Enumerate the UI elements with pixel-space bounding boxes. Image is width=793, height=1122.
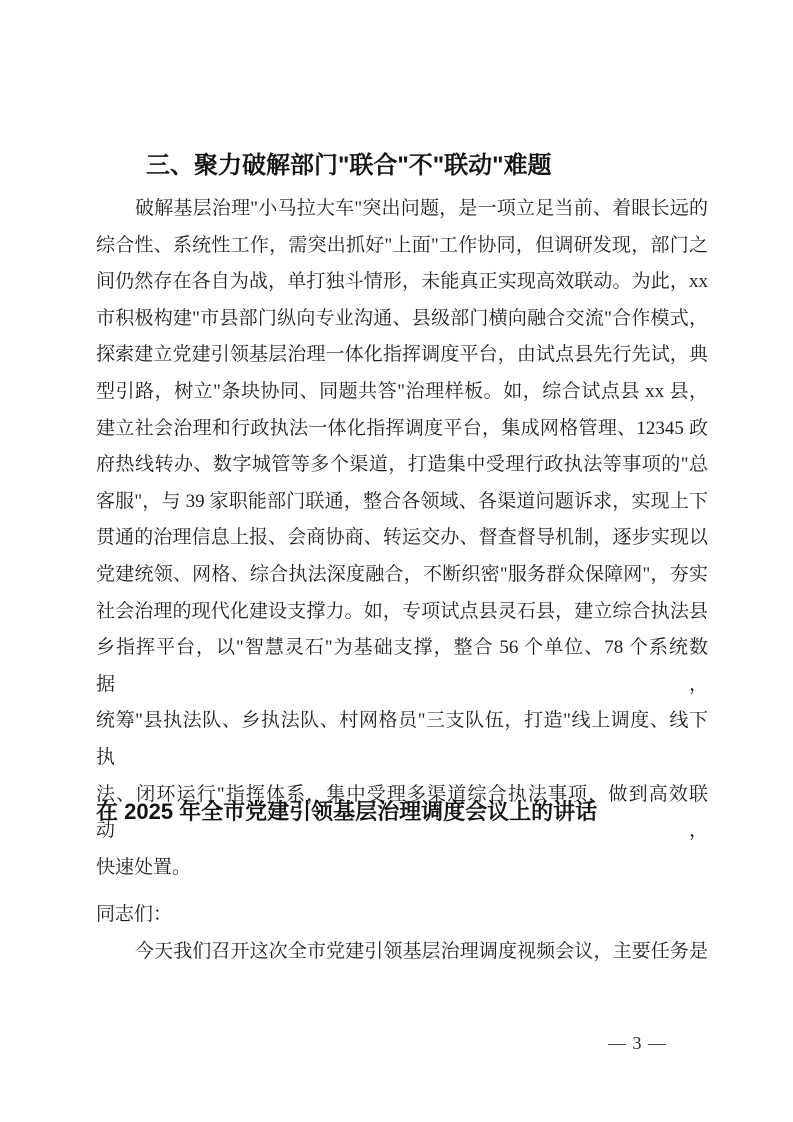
section-paragraph <box>96 191 708 886</box>
paragraph-line: 快速处置。 <box>96 856 192 878</box>
paragraph-line: 探索建立党建引领基层治理一体化指挥调度平台，由试点县先行先试，典 <box>96 344 708 366</box>
paragraph-line: 乡指挥平台，以"智慧灵石"为基础支撑，整合 56 个单位、78 个系统数据， <box>96 637 708 695</box>
page-number: — 3 — <box>608 1033 667 1053</box>
paragraph-line: 建立社会治理和行政执法一体化指挥调度平台，集成网格管理、12345 政 <box>96 417 708 439</box>
paragraph-line: 客服"，与 39 家职能部门联通，整合各领域、各渠道问题诉求，实现上下 <box>96 490 708 512</box>
paragraph-line: 市积极构建"市县部门纵向专业沟通、县级部门横向融合交流"合作模式， <box>96 307 708 329</box>
salutation: 同志们： <box>96 904 173 925</box>
speech-opening-line: 今天我们召开这次全市党建引领基层治理调度视频会议，主要任务是 <box>135 940 708 962</box>
paragraph-line: 党建统领、网格、综合执法深度融合，不断织密"服务群众保障网"，夯实 <box>96 563 708 585</box>
speech-title: 在 2025 年全市党建引领基层治理调度会议上的讲话 <box>96 799 598 824</box>
paragraph-line: 破解基层治理"小马拉大车"突出问题，是一项立足当前、着眼长远的 <box>135 198 708 219</box>
paragraph-line: 综合性、系统性工作，需突出抓好"上面"工作协同，但调研发现，部门之 <box>96 234 708 256</box>
paragraph-line: 统筹"县执法队、乡执法队、村网格员"三支队伍，打造"线上调度、线下执 <box>96 710 708 768</box>
paragraph-line: 法、闭环运行"指挥体系，集中受理多渠道综合执法事项，做到高效联动， <box>96 783 708 842</box>
paragraph-line: 型引路，树立"条块协同、同题共答"治理样板。如，综合试点县 xx 县， <box>96 380 708 402</box>
paragraph-line: 贯通的治理信息上报、会商协商、转运交办、督查督导机制，逐步实现以 <box>96 527 708 549</box>
paragraph-line: 社会治理的现代化建设支撑力。如，专项试点县灵石县，建立综合执法县 <box>96 600 708 622</box>
paragraph-line: 间仍然存在各自为战，单打独斗情形，未能真正实现高效联动。为此，xx <box>96 271 708 293</box>
speech-body <box>96 897 708 970</box>
paragraph-line: 府热线转办、数字城管等多个渠道，打造集中受理行政执法等事项的"总 <box>96 454 708 476</box>
section-heading: 三、聚力破解部门"联合"不"联动"难题 <box>146 152 552 179</box>
